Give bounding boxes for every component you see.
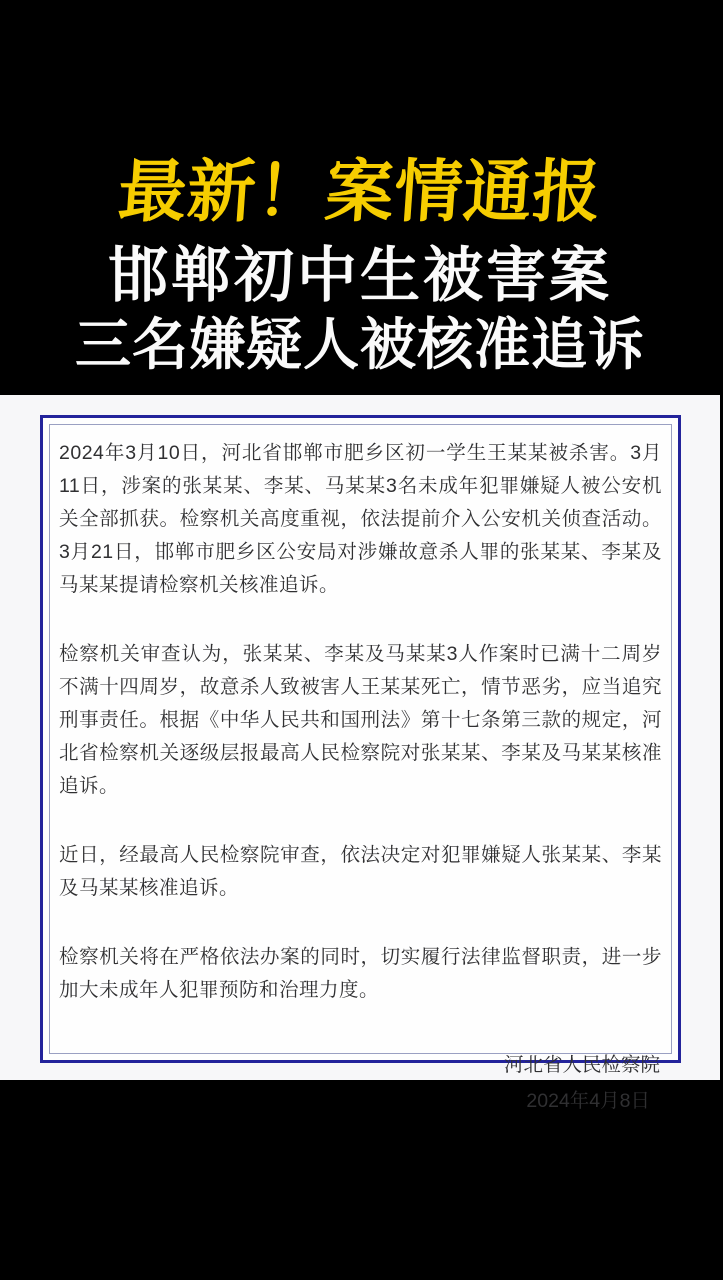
- signature-block: [59, 1047, 662, 1119]
- notice-paragraph-3: 近日，经最高人民检察院审查，依法决定对犯罪嫌疑人张某某、李某及马某某核准追诉。: [59, 844, 662, 899]
- notice-paragraph-2: 检察机关审查认为，张某某、李某及马某某3人作案时已满十二周岁不满十四周岁，故意杀人致被害人王某某死亡，情节恶劣，应当追究刑事责任。根据《中华人民共和国刑法》第十七条第三款的规定，河北省检察机关逐级层报最高人民检察院对张某某、李某及马某某核准追诉。: [59, 643, 662, 797]
- notice-paragraph-4: 检察机关将在严格依法办案的同时，切实履行法律监督职责，进一步加大未成年人犯罪预防和治理力度。: [59, 946, 662, 1001]
- notice-card: [40, 415, 681, 1112]
- headline-title-line2: 三名嫌疑人被核准追诉: [75, 313, 645, 376]
- headline-badge: 最新！案情通报: [115, 154, 605, 230]
- signature-date: 2024年4月8日: [526, 1090, 650, 1112]
- notice-band: [0, 395, 720, 1112]
- headline-title-line1: 邯郸初中生被害案: [108, 242, 612, 309]
- notice-paragraph-1: 2024年3月10日，河北省邯郸市肥乡区初一学生王某某被杀害。3月11日，涉案的张某某、李某、马某某3名未成年犯罪嫌疑人被公安机关全部抓获。检察机关高度重视，依法提前介入公安机关侦查活动。3月21日，邯郸市肥乡区公安局对涉嫌故意杀人罪的张某某、李某及马某某提请检察机关核准追诉。: [59, 442, 662, 596]
- notice-card-inner: [49, 424, 672, 1112]
- headline-block: [0, 150, 720, 378]
- signature-organization: 河北省人民检察院: [503, 1054, 660, 1076]
